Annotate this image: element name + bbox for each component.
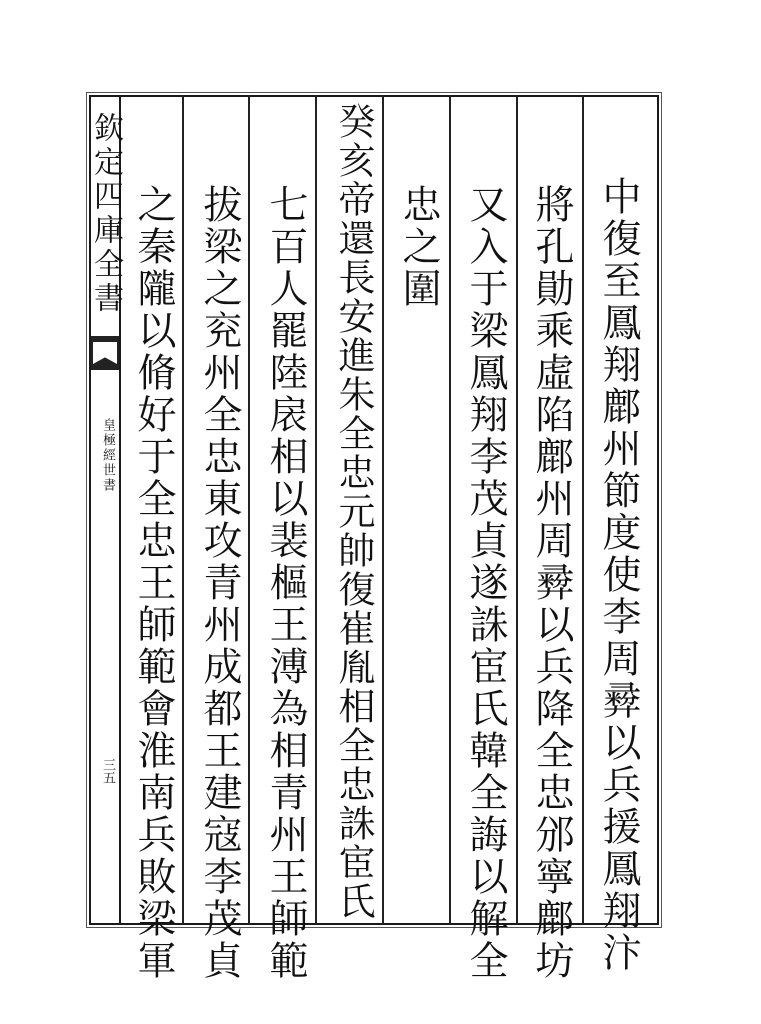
text-column-7: 拔梁之兖州全忠東攻青州成都王建寇李茂貞 <box>197 184 242 982</box>
text-column-4: 忠之圍 <box>396 184 441 310</box>
page-number: 三五 <box>100 758 115 784</box>
text-column-3: 又入于梁鳳翔李茂貞遂誅宦氏韓全誨以解全 <box>463 184 508 982</box>
text-column-1: 中復至鳳翔鄜州節度使李周彛以兵援鳳翔汴 <box>596 176 641 974</box>
text-column-8: 之秦隴以脩好于全忠王師範會淮南兵敗梁軍 <box>131 184 176 982</box>
text-column-6: 七百人罷陸扆相以裴樞王溥為相青州王師範 <box>263 184 308 982</box>
text-column-2: 將孔勛乘虛陷鄜州周彛以兵降全忠邠寧鄜坊 <box>529 184 574 982</box>
collection-title: 欽定四庫全書 <box>88 112 123 316</box>
column-rule <box>382 95 384 925</box>
column-rule <box>248 95 250 925</box>
column-rule <box>182 95 184 925</box>
fishtail-mark-icon <box>91 336 119 370</box>
column-rule <box>315 95 317 925</box>
book-title: 皇極經世書 <box>100 418 115 493</box>
column-rule <box>449 95 451 925</box>
column-rule <box>582 95 584 925</box>
column-rule <box>516 95 518 925</box>
text-column-5: 癸亥帝還長安進朱全忠元帥復崔胤相全忠誅宦氏 <box>332 102 375 921</box>
